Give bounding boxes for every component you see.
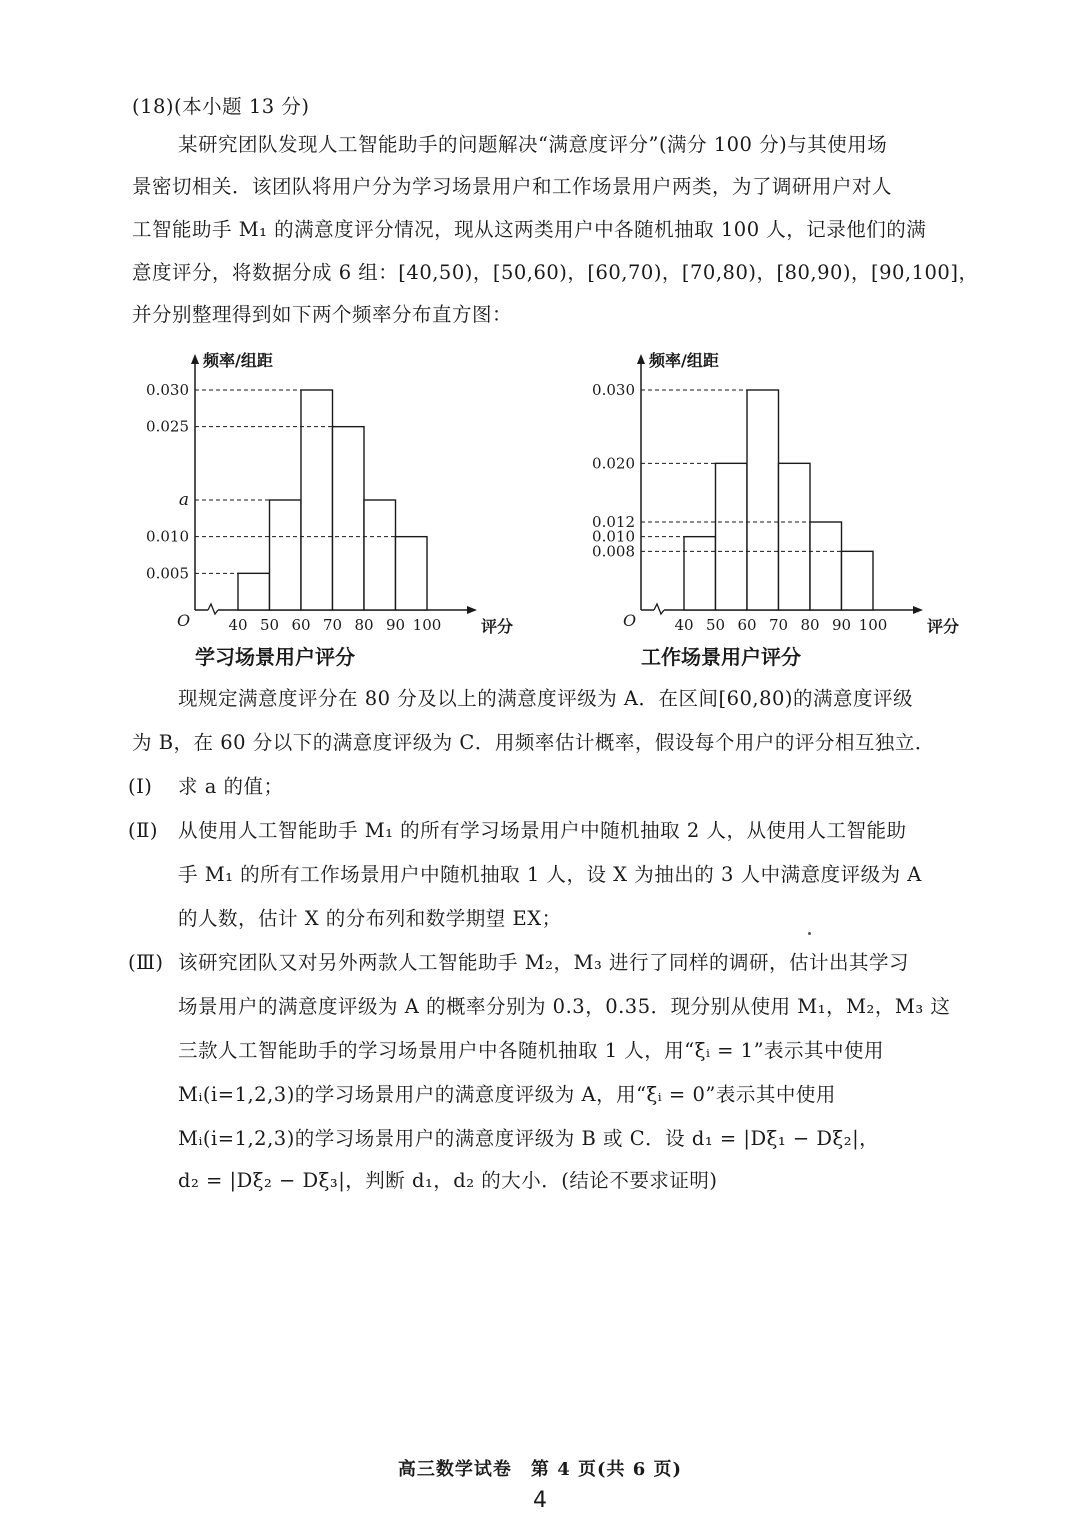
- y-tick-label: 0.025: [146, 417, 189, 436]
- y-tick-label: 0.005: [146, 564, 189, 583]
- question-line: 该研究团队又对另外两款人工智能助手 M₂，M₃ 进行了同样的调研，估计出其学习: [178, 951, 909, 974]
- intro-line: 工智能助手 M₁ 的满意度评分情况，现从这两类用户中各随机抽取 100 人，记录他们的满: [132, 218, 927, 241]
- histogram-bar: [716, 463, 748, 610]
- page-footer: 高三数学试卷 第 4 页(共 6 页): [397, 1459, 683, 1480]
- y-axis-label: 频率/组距: [203, 351, 273, 370]
- y-axis-label: 频率/组距: [649, 351, 719, 370]
- y-tick-label: 0.010: [146, 527, 189, 546]
- y-tick-label: 0.010: [592, 527, 635, 546]
- question-line: 求 a 的值；: [178, 775, 284, 798]
- x-tick-label: 80: [800, 616, 820, 634]
- histogram-study-scenario: [120, 340, 550, 680]
- x-tick-label: 40: [674, 616, 694, 634]
- axis-break: [208, 604, 218, 614]
- x-tick-label: 60: [291, 616, 311, 634]
- y-axis-arrow: [191, 354, 199, 364]
- question-line: d₂ = |Dξ₂ − Dξ₃|，判断 d₁，d₂ 的大小．(结论不要求证明): [178, 1169, 718, 1192]
- rule-line: 现规定满意度评分在 80 分及以上的满意度评级为 A．在区间[60,80)的满意度评级: [178, 687, 914, 710]
- x-tick-label: 100: [412, 616, 442, 634]
- question-line: 场景用户的满意度评级为 A 的概率分别为 0.3，0.35．现分别从使用 M₁，M₂，M₃ 这: [178, 995, 951, 1018]
- x-tick-label: 80: [354, 616, 374, 634]
- question-line: 三款人工智能助手的学习场景用户中各随机抽取 1 人，用“ξᵢ = 1”表示其中使用: [178, 1039, 885, 1062]
- x-tick-label: 50: [705, 616, 726, 634]
- question-number: (Ⅱ): [128, 819, 158, 842]
- x-tick-label: 50: [259, 616, 280, 634]
- y-tick-label: 0.020: [592, 454, 635, 473]
- x-axis-arrow: [913, 606, 923, 614]
- axis-break: [654, 604, 664, 614]
- histogram-bar: [270, 500, 302, 610]
- question-line: 的人数，估计 X 的分布列和数学期望 EX；: [178, 907, 562, 930]
- x-tick-label: 100: [858, 616, 888, 634]
- y-axis-arrow: [637, 354, 645, 364]
- origin-label: O: [177, 611, 191, 630]
- question-number: (Ⅲ): [128, 951, 164, 974]
- scan-speck: [808, 932, 811, 935]
- y-tick-label: 0.030: [146, 381, 189, 399]
- question-line: 从使用人工智能助手 M₁ 的所有学习场景用户中随机抽取 2 人，从使用人工智能助: [178, 819, 907, 842]
- y-tick-label: a: [178, 490, 189, 510]
- intro-line: 某研究团队发现人工智能助手的问题解决“满意度评分”(满分 100 分)与其使用场: [178, 133, 888, 156]
- question-number: (Ⅰ): [128, 775, 153, 798]
- histogram-bar: [364, 500, 396, 610]
- intro-line: 意度评分，将数据分成 6 组：[40,50)，[50,60)，[60,70)，[70,80)，[80,90)，[90,100]，: [132, 261, 979, 284]
- intro-line: 景密切相关．该团队将用户分为学习场景用户和工作场景用户两类，为了调研用户对人: [132, 175, 893, 198]
- x-tick-label: 70: [322, 616, 343, 634]
- y-tick-label: 0.008: [592, 542, 635, 561]
- histogram-bar: [842, 551, 874, 610]
- histogram-work-scenario: [566, 340, 996, 680]
- histogram-bar: [810, 522, 842, 610]
- question-line: Mᵢ(i=1,2,3)的学习场景用户的满意度评级为 A，用“ξᵢ = 0”表示其中使用: [178, 1083, 836, 1106]
- question-line: 手 M₁ 的所有工作场景用户中随机抽取 1 人，设 X 为抽出的 3 人中满意度评级为 A: [178, 863, 922, 886]
- rule-line: 为 B，在 60 分以下的满意度评级为 C．用频率估计概率，假设每个用户的评分相互独立．: [132, 731, 935, 754]
- x-tick-label: 60: [737, 616, 757, 634]
- histogram-bar: [301, 390, 333, 610]
- x-tick-label: 70: [768, 616, 789, 634]
- problem-header: (18)(本小题 13 分): [132, 95, 310, 118]
- x-tick-label: 40: [228, 616, 248, 634]
- intro-line: 并分别整理得到如下两个频率分布直方图：: [132, 303, 513, 326]
- histogram-bar: [333, 427, 365, 610]
- page-number: 4: [533, 1488, 547, 1513]
- origin-label: O: [623, 611, 637, 630]
- x-tick-label: 90: [831, 616, 852, 634]
- x-tick-label: 90: [385, 616, 406, 634]
- x-axis-label: 评分: [927, 617, 960, 636]
- chart-title: 工作场景用户评分: [641, 645, 801, 669]
- question-line: Mᵢ(i=1,2,3)的学习场景用户的满意度评级为 B 或 C．设 d₁ = |Dξ₁ − Dξ₂|，: [178, 1127, 880, 1150]
- chart-title: 学习场景用户评分: [195, 645, 355, 669]
- x-axis-arrow: [467, 606, 477, 614]
- histogram-bar: [396, 537, 428, 610]
- histogram-bar: [238, 573, 270, 610]
- histograms-area: [120, 340, 1000, 680]
- histogram-bar: [747, 390, 779, 610]
- x-axis-label: 评分: [481, 617, 514, 636]
- y-tick-label: 0.030: [592, 381, 635, 399]
- y-tick-label: 0.012: [592, 513, 635, 531]
- histogram-bar: [779, 463, 811, 610]
- histogram-bar: [684, 537, 716, 610]
